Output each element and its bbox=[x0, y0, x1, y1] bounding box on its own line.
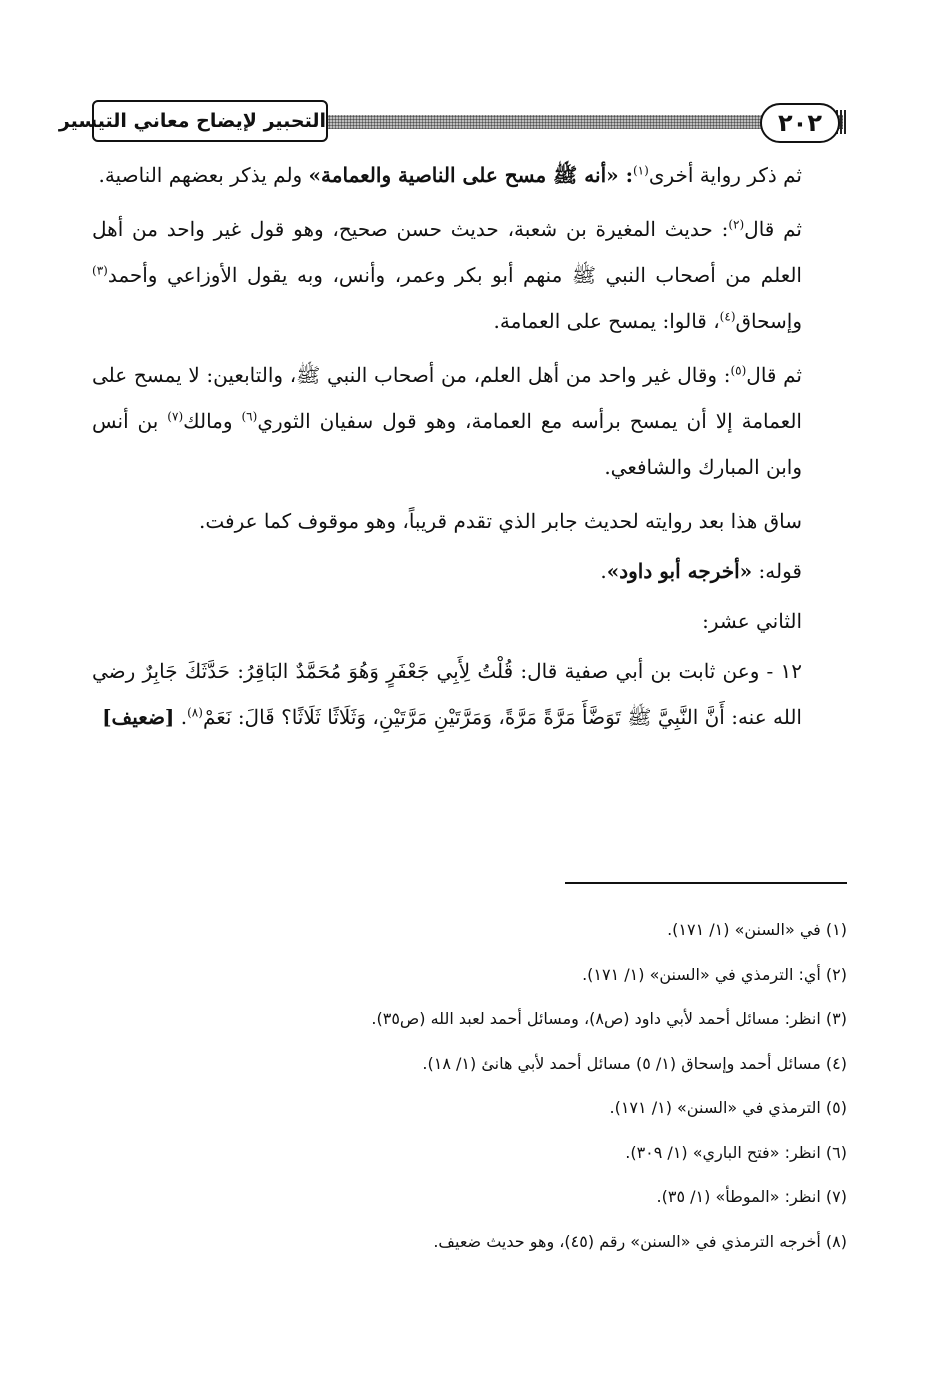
paragraph-1-text: ثم ذكر رواية أخرى bbox=[648, 163, 802, 187]
footnote-ref-2[interactable]: (٢) bbox=[728, 217, 745, 232]
paragraph-5-quote: «أخرجه أبو داود» bbox=[606, 559, 753, 583]
paragraph-1-tail: ولم يذكر بعضهم الناصية. bbox=[98, 163, 309, 187]
footnote-4: (٤) مسائل أحمد وإسحاق (١/ ٥) مسائل أحمد لأبي هانئ (١/ ١٨). bbox=[422, 1053, 847, 1073]
footnote-ref-3[interactable]: (٣) bbox=[92, 263, 108, 278]
footnote-1: (١) في «السنن» (١/ ١٧١). bbox=[667, 920, 847, 939]
paragraph-2-body: : حديث المغيرة بن شعبة، حديث حسن صحيح، وهو قول غير واحد من أهل العلم من أصحاب النبي ﷺ منهم أبو بكر وعمر، وأنس، وبه يقول الأوزاعي وأحمد bbox=[92, 217, 802, 287]
footnote-ref-4[interactable]: (٤) bbox=[719, 309, 736, 324]
paragraph-3-cont: ومالك bbox=[183, 409, 242, 433]
main-text bbox=[92, 152, 848, 748]
footnote-ref-1[interactable]: (١) bbox=[632, 163, 649, 178]
paragraph-5-label: قوله: bbox=[752, 559, 802, 583]
section-heading-twelfth: الثاني عشر: bbox=[702, 609, 802, 633]
grading-weak: [ضعيف] bbox=[102, 705, 175, 729]
footnote-7: (٧) انظر: «الموطأ» (١/ ٣٥). bbox=[656, 1187, 847, 1206]
footnote-ref-8[interactable]: (٨) bbox=[187, 705, 203, 720]
footnote-ref-7[interactable]: (٧) bbox=[167, 409, 184, 424]
paragraph-5 bbox=[92, 548, 848, 594]
hadith-12-dot: . bbox=[174, 705, 188, 729]
footnote-8: (٨) أخرجه الترمذي في «السنن» رقم (٤٥)، وهو حديث ضعيف. bbox=[433, 1231, 847, 1251]
book-title: التحبير لإيضاح معاني التيسير bbox=[92, 100, 328, 142]
paragraph-3 bbox=[92, 352, 848, 490]
page-number: ٢٠٢ bbox=[760, 103, 840, 143]
hadith-12 bbox=[92, 648, 848, 740]
paragraph-3-tail: بن أنس وابن المبارك والشافعي. bbox=[92, 409, 802, 479]
paragraph-4: ساق هذا بعد روايته لحديث جابر الذي تقدم قريباً، وهو موقوف كما عرفت. bbox=[199, 509, 802, 533]
footnote-2: (٢) أي: الترمذي في «السنن» (١/ ١٧١). bbox=[582, 964, 847, 984]
footnote-ref-5[interactable]: (٥) bbox=[730, 363, 747, 378]
footnote-3: (٣) انظر: مسائل أحمد لأبي داود (ص٨)، ومسائل أحمد لعبد الله (ص٣٥). bbox=[371, 1009, 847, 1028]
footnote-5: (٥) الترمذي في «السنن» (١/ ١٧١). bbox=[609, 1098, 847, 1117]
hadith-12-text: ١٢ - وعن ثابت بن أبي صفية قال: قُلْتُ لِأَبِي جَعْفَرٍ وَهُوَ مُحَمَّدٌ البَاقِرُ: حَدَّثَكَ جَابِرٌ رضي الله عنه: أَنَّ النَّبِيَّ ﷺ تَوَضَّأَ مَرَّةً مَرَّةً، وَمَرَّتَيْنِ مَرَّتَيْنِ، وَثَلَاثًا ثَلَاثًا؟ قَالَ: نَعَمْ bbox=[92, 659, 802, 729]
paragraph-3-body: : وقال غير واحد من أهل العلم، من أصحاب النبي ﷺ، والتابعين: لا يمسح على العمامة إلا أن يمسح برأسه مع العمامة، وهو قول سفيان الثوري bbox=[92, 363, 802, 433]
paragraph-1-quote: : «أنه ﷺ مسح على الناصية والعمامة» bbox=[308, 163, 633, 187]
footnote-separator bbox=[565, 882, 847, 884]
footnote-ref-6[interactable]: (٦) bbox=[241, 409, 258, 424]
page-header bbox=[58, 98, 848, 148]
paragraph-2-cont: وإسحاق bbox=[735, 309, 802, 333]
paragraph-2 bbox=[92, 206, 848, 344]
paragraph-3-text: ثم قال bbox=[746, 363, 802, 387]
footnote-6: (٦) انظر: «فتح الباري» (١/ ٣٠٩). bbox=[625, 1142, 847, 1162]
paragraph-1 bbox=[92, 152, 848, 198]
footnotes bbox=[147, 908, 847, 1264]
paragraph-2-text: ثم قال bbox=[744, 217, 802, 241]
paragraph-2-tail: ، قالوا: يمسح على العمامة. bbox=[493, 309, 720, 333]
paragraph-5-tail: . bbox=[600, 559, 607, 583]
